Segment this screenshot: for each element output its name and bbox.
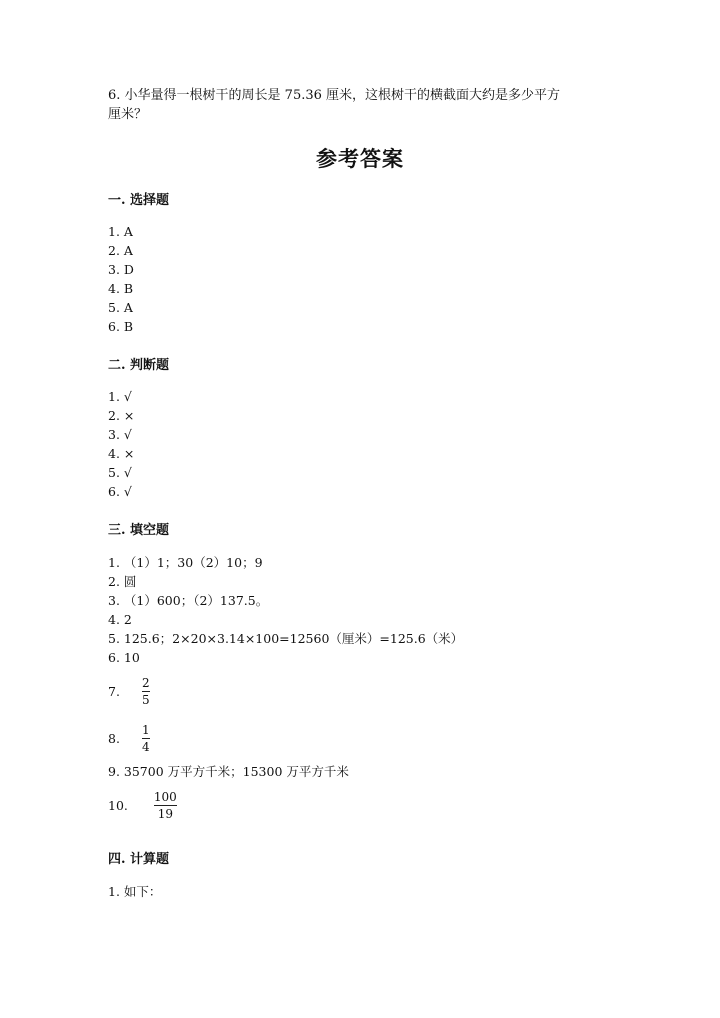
fraction-100-19 bbox=[154, 790, 177, 821]
judge-answer-1: 1. √ bbox=[108, 389, 132, 404]
fill-answer-10 bbox=[108, 790, 177, 821]
choice-answer-3: 3. D bbox=[108, 262, 134, 277]
question-6 bbox=[108, 86, 628, 124]
fill-answer-5: 5. 125.6；2×20×3.14×100=12560（厘米）=125.6（米） bbox=[108, 631, 464, 646]
fraction-1-4 bbox=[142, 723, 150, 754]
fraction-bar bbox=[142, 691, 150, 692]
fraction-numerator: 100 bbox=[153, 790, 177, 804]
fill-answer-8 bbox=[108, 723, 150, 754]
fraction-bar bbox=[142, 738, 150, 739]
fill-answer-10-label: 10. bbox=[108, 798, 128, 813]
fill-answer-1: 1. （1）1；30（2）10；9 bbox=[108, 555, 263, 570]
calc-answer-1: 1. 如下： bbox=[108, 884, 162, 899]
section-heading-choice: 一. 选择题 bbox=[108, 193, 170, 208]
choice-answer-1: 1. A bbox=[108, 224, 133, 239]
fraction-2-5 bbox=[142, 676, 150, 707]
fraction-denominator: 4 bbox=[141, 740, 150, 754]
question-6-line-1: 6. 小华量得一根树干的周长是 75.36 厘米，这根树干的横截面大约是多少平方 bbox=[108, 88, 561, 103]
judge-answer-2: 2. × bbox=[108, 408, 135, 423]
judge-answer-5: 5. √ bbox=[108, 465, 132, 480]
choice-answer-4: 4. B bbox=[108, 281, 134, 296]
fraction-numerator: 1 bbox=[141, 723, 150, 737]
fill-answer-7 bbox=[108, 676, 150, 707]
choice-answer-6: 6. B bbox=[108, 319, 134, 334]
fill-answer-7-label: 7. bbox=[108, 684, 120, 699]
fraction-denominator: 5 bbox=[141, 693, 150, 707]
fill-answer-9: 9. 35700 万平方千米；15300 万平方千米 bbox=[108, 764, 349, 779]
fill-answer-4: 4. 2 bbox=[108, 612, 132, 627]
answer-key-title: 参考答案 bbox=[316, 146, 404, 171]
fraction-denominator: 19 bbox=[157, 807, 173, 821]
choice-answer-2: 2. A bbox=[108, 243, 133, 258]
judge-answer-6: 6. √ bbox=[108, 484, 132, 499]
judge-answer-4: 4. × bbox=[108, 446, 135, 461]
fill-answer-8-label: 8. bbox=[108, 731, 120, 746]
judge-answer-3: 3. √ bbox=[108, 427, 132, 442]
section-heading-calc: 四. 计算题 bbox=[108, 852, 170, 867]
fill-answer-6: 6. 10 bbox=[108, 650, 140, 665]
fraction-bar bbox=[154, 805, 177, 806]
choice-answer-5: 5. A bbox=[108, 300, 133, 315]
fraction-numerator: 2 bbox=[141, 676, 150, 690]
fill-answer-3: 3. （1）600；（2）137.5。 bbox=[108, 593, 269, 608]
question-6-line-2: 厘米？ bbox=[108, 107, 148, 122]
section-heading-fill: 三. 填空题 bbox=[108, 523, 170, 538]
section-heading-judge: 二. 判断题 bbox=[108, 358, 170, 373]
fill-answer-2: 2. 圆 bbox=[108, 574, 137, 589]
